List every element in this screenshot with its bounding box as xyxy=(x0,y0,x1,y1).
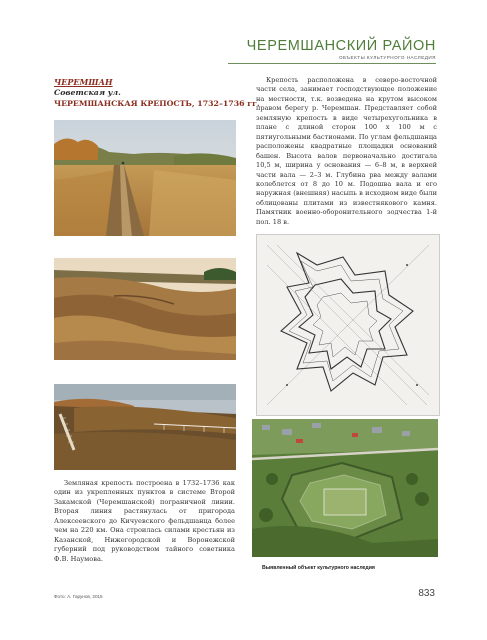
photo-credit: Фото: А. Гарунов, 2015 xyxy=(54,594,103,599)
aerial-caption: Выявленный объект культурного наследия xyxy=(262,565,375,571)
aerial-photo xyxy=(252,419,438,557)
object-name: ЧЕРЕМШАНСКАЯ КРЕПОСТЬ, xyxy=(54,99,195,108)
fortress-plan-drawing xyxy=(256,234,440,416)
page-number: 833 xyxy=(418,588,435,599)
street-name: Советская ул. xyxy=(54,88,121,97)
section-subtitle: ОБЪЕКТЫ КУЛЬТУРНОГО НАСЛЕДИЯ xyxy=(338,55,436,60)
header-divider xyxy=(228,63,436,64)
photo-rampart-path xyxy=(54,120,236,236)
photo-rampart-stairs xyxy=(54,384,236,470)
history-text: Земляная крепость построена в 1732–1736 как один из укрепленных пунктов в системе Второй Закамской (Черемшанской) пограничной линии. Вторая линия растянулась от пригорода Алексеевского до Кичуевского фельдшанца более чем на 220 км. Она строилась силами крестьян из Казанской, Нижегородской и Воронежской губерний под руководством тайного советника Ф.В. Наумова. xyxy=(54,479,235,563)
photo-rampart-ditch xyxy=(54,258,236,360)
object-years: 1732–1736 гг. xyxy=(197,99,260,108)
place-name: ЧЕРЕМШАН xyxy=(54,77,113,87)
description-text: Крепость расположена в северо-восточной части села, занимает господствующее положение на местности, т.к. возведена на крутом высоком правом берегу р. Черемшан. Представляет собой земляную крепость в виде четырехугольника в плане с длиной сторон 100 х 100 м с пятиугольными бастионами. По углам фельдшанца расположены квадратные площадки оснований башен. Высота валов первоначально достигала 10,5 м, ширина у основания — 6–8 м, в верхней части вала — 2–3 м. Глубина рва между валами колеблется от 8 до 10 м. Подошва вала и его наружная (внешняя) насыпь в исходном виде были облицованы плитами из известнякового камня. Памятник военно-оборонительного зодчества 1-й пол. 18 в. xyxy=(256,76,437,226)
section-title: ЧЕРЕМШАНСКИЙ РАЙОН xyxy=(246,38,436,54)
object-title xyxy=(54,99,260,108)
